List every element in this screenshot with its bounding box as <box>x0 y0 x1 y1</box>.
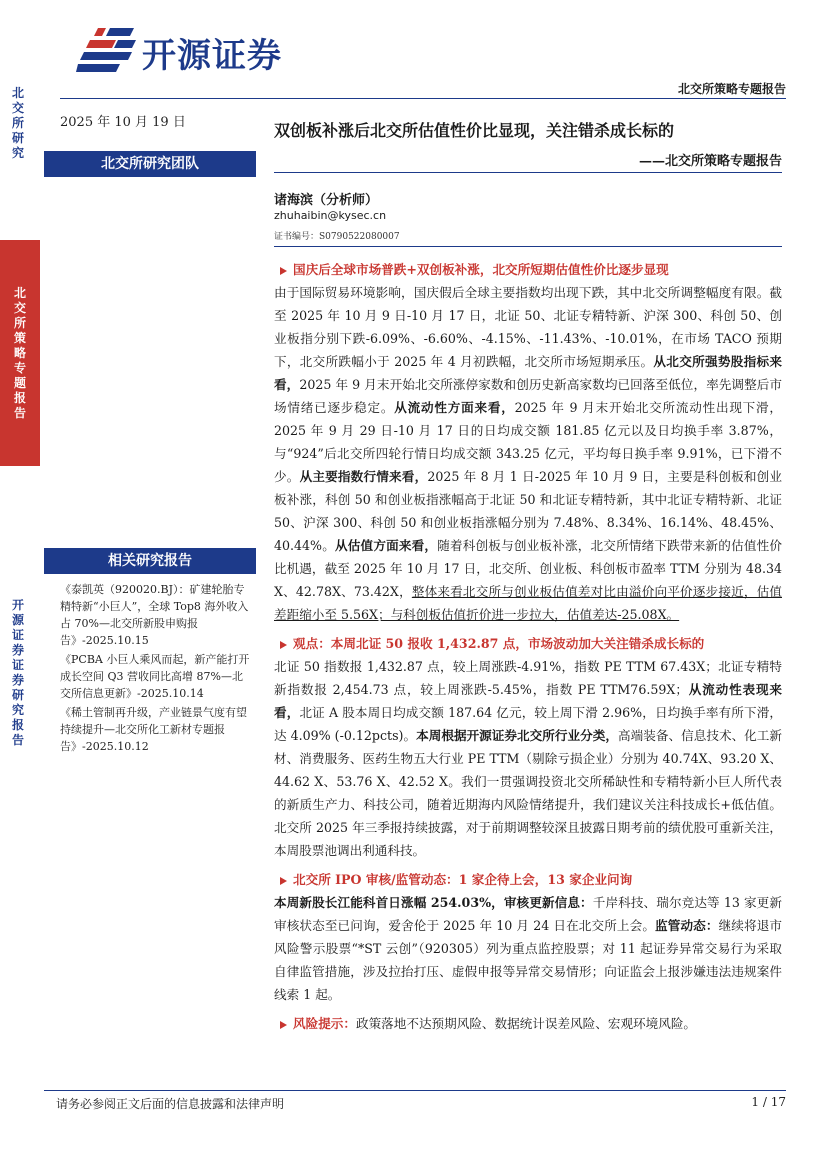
report-title: 双创板补涨后北交所估值性价比显现，关注错杀成长标的 <box>274 121 675 140</box>
report-body <box>274 258 782 1035</box>
bullet-icon <box>280 877 287 885</box>
header-divider <box>60 98 786 99</box>
analyst-name: 诸海滨（分析师） <box>274 193 379 208</box>
side-tab-strategy-label: 北交所策略专题报告 <box>13 286 26 420</box>
footer-disclaimer: 请务必参阅正文后面的信息披露和法律声明 <box>56 1097 285 1111</box>
paragraph-segment: 继续将退市风险警示股票“*ST 云创”（920305）列为重点监控股票；对 11 起证券异常交易行为采取自律监管措施，涉及拉抬打压、虚假申报等异常交易情形；向证监会上报涉嫌违法违规案件线索 1 起。 <box>274 918 783 1002</box>
section-title: 观点：本周北证 50 报收 1,432.87 点，市场波动加大关注错杀成长标的 <box>274 632 782 655</box>
report-subtitle: ——北交所策略专题报告 <box>638 154 782 169</box>
report-date: 2025 年 10 月 19 日 <box>60 115 186 130</box>
paragraph-segment: 从估值方面来看， <box>334 538 438 553</box>
paragraph-segment: 从主要指数行情来看， <box>299 469 428 484</box>
section <box>274 632 782 862</box>
side-tab-securities: 开源证券 证券研究报告 <box>11 598 24 747</box>
paragraph-segment: 整体来看北交所与创业板估值差对比由溢价向平价逐步接近，估值差距缩小至 5.56X；与科创板估值折价进一步拉大，估值差达-25.08X。 <box>274 584 782 622</box>
section-paragraph <box>274 891 782 1006</box>
related-report-item[interactable]: 《稀土管制再升级，产业链景气度有望持续提升—北交所化工新材专题报告》-2025.10.12 <box>60 706 247 753</box>
section <box>274 258 782 626</box>
analyst-email[interactable]: zhuhaibin@kysec.cn <box>274 209 387 222</box>
paragraph-segment: 北证 A 股本周日均成交额 187.64 亿元，较上周下滑 2.96%，日均换手率有所下滑，达 4.09% (-0.12pcts)。 <box>274 705 783 743</box>
section <box>274 868 782 1006</box>
section-paragraph <box>274 281 782 626</box>
section-title: 国庆后全球市场普跌+双创板补涨，北交所短期估值性价比逐步显现 <box>274 258 782 281</box>
paragraph-segment: 从北交所强势股指标来看， <box>274 354 782 392</box>
analyst-divider <box>274 246 782 247</box>
related-reports-banner: 相关研究报告 <box>44 548 256 574</box>
risk-title: 风险提示： <box>293 1016 356 1031</box>
paragraph-segment: 从流动性方面来看， <box>394 400 515 415</box>
related-report-item[interactable]: 《泰凯英（920020.BJ）：矿建轮胎专精特新“小巨人”，全球 Top8 海外收入占 70%—北交所新股申购报告》-2025.10.15 <box>60 583 249 647</box>
certificate-number: 证书编号：S0790522080007 <box>274 232 400 242</box>
kaiyuan-logo-icon <box>76 26 136 72</box>
paragraph-segment: 千岸科技、瑞尔竞达等 13 家更新审核状态至已问询，爱舍伦于 2025 年 10 月 24 日在北交所上会。 <box>274 895 782 933</box>
paragraph-segment: 北证 50 指数报 1,432.87 点，较上周涨跌-4.91%，指数 PE TTM 67.43X；北证专精特新指数报 2,454.73 点，较上周涨跌-5.45%，指数 PE TTM76.59X； <box>274 659 782 697</box>
paragraph-segment: 监管动态： <box>655 918 719 933</box>
brand-name: 开源证券 <box>142 36 282 76</box>
bullet-icon <box>280 267 287 275</box>
risk-warning <box>274 1012 782 1035</box>
report-type-header: 北交所策略专题报告 <box>677 82 786 96</box>
paragraph-segment: 2025 年 8 月 1 日-2025 年 10 月 9 日，主要是科创板和创业板补涨，科创 50 和创业板指涨幅高于北证 50 和北证专精特新，其中北证专精特新、北证 50、沪深 300、科创 50 和创业板指涨幅分别为 7.48%、8.34%、16.14%、48.45%、40.44%。 <box>274 469 783 553</box>
paragraph-segment: 2025 年 9 月末开始北交所流动性出现下滑，2025 年 9 月 29 日-10 月 17 日的日均成交额 181.85 亿元以及日均换手率 3.87%，与“924”后北交所四轮行情日均成交额 343.25 亿元，平均每日换手率 9.91%，已下滑不少。 <box>274 400 783 484</box>
paragraph-segment: 随着科创板与创业板补涨，北交所情绪下跌带来新的估值性价比机遇，截至 2025 年 10 月 17 日，北交所、创业板、科创板市盈率 TTM 分别为 48.34 X、42.78X、73.42X， <box>274 538 782 599</box>
section-paragraph <box>274 655 782 862</box>
brand-logo <box>76 22 316 74</box>
risk-text: 政策落地不达预期风险、数据统计误差风险、宏观环境风险。 <box>355 1016 696 1031</box>
side-tab-strategy <box>0 240 40 466</box>
paragraph-segment: 2025 年 9 月末开始北交所涨停家数和创历史新高家数均已回落至低位，率先调整后市场情绪已逐步稳定。 <box>274 377 783 415</box>
paragraph-segment: 从流动性表现来看， <box>274 682 782 720</box>
paragraph-segment: 本周新股长江能科首日涨幅 254.03%，审核更新信息： <box>274 895 593 910</box>
side-tab-research: 北交所研究 <box>11 86 24 160</box>
title-divider <box>274 172 782 173</box>
section-title: 北交所 IPO 审核/监管动态：1 家企待上会，13 家企业问询 <box>274 868 782 891</box>
research-team-banner: 北交所研究团队 <box>44 151 256 177</box>
related-report-item[interactable]: 《PCBA 小巨人乘风而起，新产能打开成长空间 Q3 营收同比高增 87%—北交所信息更新》-2025.10.14 <box>60 653 250 700</box>
paragraph-segment: 由于国际贸易环境影响，国庆假后全球主要指数均出现下跌，其中北交所调整幅度有限。截至 2025 年 10 月 9 日-10 月 17 日，北证 50、北证专精特新、沪深 300、科创 50、创业板指分别下跌-6.09%、-6.60%、-4.15%、-11.43%、-10.01%，在市场 TACO 预期下，北交所跌幅小于 2025 年 4 月初跌幅，北交所市场短期承压。 <box>274 285 782 369</box>
paragraph-segment: 高端装备、信息技术、化工新材、消费服务、医药生物五大行业 PE TTM（剔除亏损企业）分别为 40.74X、93.20 X、44.62 X、53.76 X、42.52 X。我们一贯强调投资北交所稀缺性和专精特新小巨人所代表的新质生产力、科技公司，随着近期海内风险情绪提升，我们建议关注科技成长+低估值。北交所 2025 年三季报持续披露，对于前期调整较深且披露日期考前的绩优股可重新关注，本周股票池调出利通科技。 <box>274 728 783 858</box>
paragraph-segment: 本周根据开源证券北交所行业分类， <box>416 728 618 743</box>
related-reports-list <box>60 581 250 757</box>
bullet-icon <box>280 641 287 649</box>
page-number: 1 / 17 <box>751 1095 786 1109</box>
footer-divider <box>44 1090 786 1091</box>
bullet-icon <box>280 1021 287 1029</box>
